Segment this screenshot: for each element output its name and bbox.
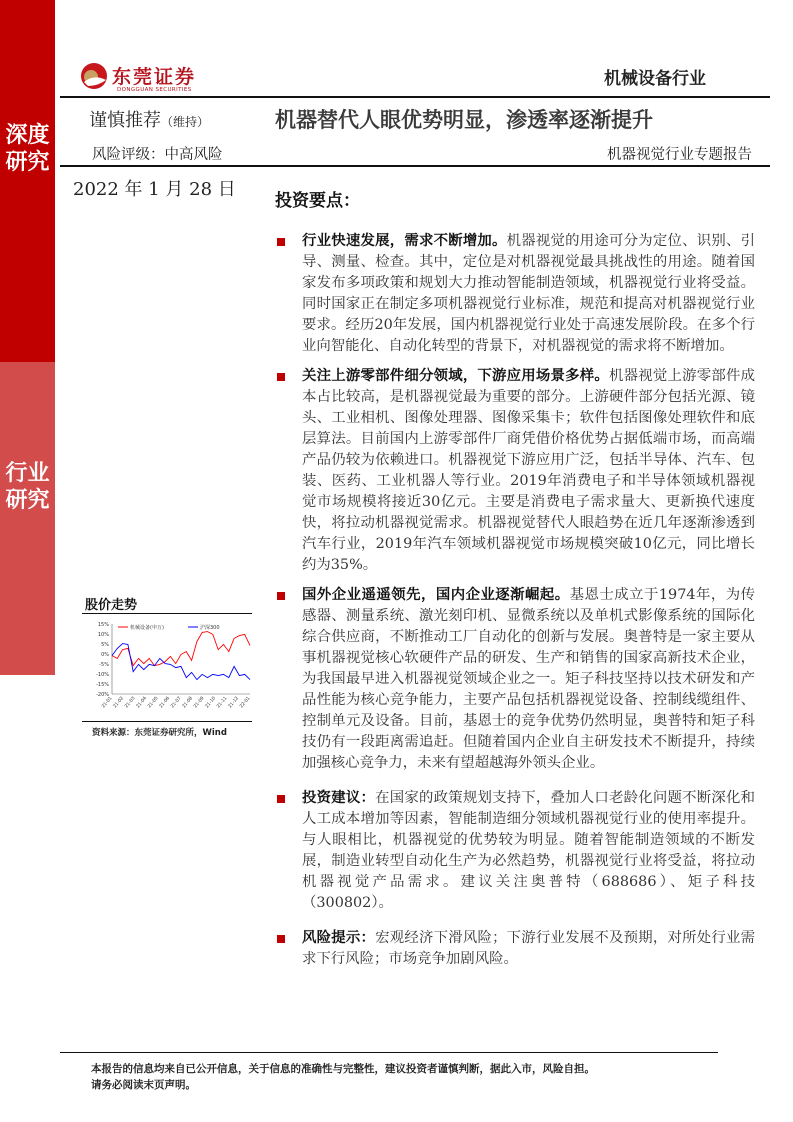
y-tick-label: -5% — [99, 662, 109, 668]
report-type: 机器视觉行业专题报告 — [607, 147, 752, 163]
bullet-icon — [277, 935, 285, 943]
page-title: 机器替代人眼优势明显，渗透率逐渐提升 — [275, 108, 653, 132]
bullet-icon — [277, 592, 285, 600]
footer-rule — [60, 1052, 718, 1053]
sidebar-top-label: 深度研究 — [5, 123, 50, 175]
point-body: 在国家的政策规划支持下，叠加人口老龄化问题不断深化和人工成本增加等因素，智能制造细分领域机器视觉行业的使用率提升。与人眼相比，机器视觉的优势较为明显。随着智能制造领域的不断发展，制造业转型自动化生产为必然趋势，机器视觉行业将受益，将拉动机器视觉产品需求。建议关注奥普特（688686）、矩子科技（300802）。 — [302, 790, 755, 911]
x-tick-label: 21-10 — [204, 696, 218, 710]
y-tick-label: 5% — [101, 642, 109, 648]
company-logo — [80, 62, 108, 94]
point-body: 机器视觉上游零部件成本占比较高，是机器视觉最为重要的部分。上游硬件部分包括光源、镜头、工业相机、图像处理器、图像采集卡；软件包括图像处理软件和底层算法。目前国内上游零部件厂商凭借价格优势占据低端市场，而高端产品仍较为依赖进口。机器视觉下游应用广泛，包括半导体、汽车、包装、医药、工业机器人等行业。2019年消费电子和半导体领域机器视觉市场规模将接近30亿元。主要是消费电子需求量大、更新换代速度快，将拉动机器视觉需求。机器视觉替代人眼趋势在近几年逐渐渗透到汽车行业，2019年汽车领域机器视觉市场规模突破10亿元，同比增长约为35%。 — [302, 368, 755, 573]
key-points — [277, 231, 755, 979]
series-line — [112, 632, 250, 666]
x-tick-label: 21-03 — [124, 696, 137, 710]
x-tick-label: 21-07 — [170, 696, 183, 710]
chart-source: 资料来源：东莞证券研究所，Wind — [92, 728, 227, 738]
point-text — [302, 788, 755, 914]
logo-cn: 东莞证券 — [112, 66, 197, 88]
point-head: 行业快速发展，需求不断增加。 — [302, 233, 507, 249]
point-4 — [277, 788, 755, 914]
y-tick-label: -10% — [96, 672, 109, 678]
x-tick-label: 21-12 — [227, 696, 241, 710]
x-tick-label: 21-01 — [101, 696, 114, 710]
bullet-icon — [277, 795, 285, 803]
point-body: 宏观经济下滑风险；下游行业发展不及预期，对所处行业需求下行风险；市场竞争加剧风险。 — [302, 930, 755, 967]
point-2 — [277, 366, 755, 576]
point-text — [302, 231, 755, 357]
chart-title: 股价走势 — [85, 598, 138, 613]
y-tick-label: -20% — [96, 692, 109, 698]
logo-en: DONGGUAN SECURITIES — [117, 87, 192, 93]
point-head: 投资建议： — [302, 790, 376, 806]
point-head: 国外企业遥遥领先，国内企业逐渐崛起。 — [302, 587, 570, 603]
point-5 — [277, 928, 755, 970]
price-chart — [82, 616, 254, 716]
point-body: 基恩士成立于1974年，为传感器、测量系统、激光刻印机、显微系统以及单机式影像系统的国际化综合供应商，不断推动工厂自动化的创新与发展。奥普特是一家主要从事机器视觉核心软硬件产品的研发、生产和销售的国家高新技术企业，为我国最早进入机器视觉领域企业之一。矩子科技坚持以技术研发和产品性能为核心竞争能力，主要产品包括机器视觉设备、控制线缆组件、控制单元及设备。目前，基恩士的竞争优势仍然明显，奥普特和矩子科技仍有一段距离需追赶。但随着国内企业自主研发技术不断提升，持续加强核心竞争力，未来有望超越海外领头企业。 — [302, 587, 755, 771]
header-rule — [60, 96, 770, 98]
bullet-icon — [277, 238, 285, 246]
legend-label: 沪深300 — [200, 625, 220, 631]
rating-note: （维持） — [161, 115, 210, 129]
chart-source-rule — [82, 721, 252, 722]
rating-value: 谨慎推荐 — [89, 110, 161, 131]
sidebar-industry-research — [0, 362, 55, 675]
point-head: 风险提示： — [302, 930, 376, 946]
point-text — [302, 585, 755, 774]
x-tick-label: 22-01 — [239, 696, 252, 710]
legend-label: 机械设备(申万) — [130, 625, 164, 631]
series-line — [112, 644, 250, 680]
x-tick-label: 21-11 — [216, 696, 229, 710]
x-tick-label: 21-02 — [112, 696, 126, 710]
point-body: 机器视觉的用途可分为定位、识别、引导、测量、检查。其中，定位是对机器视觉最具挑战性的用途。随着国家发布多项政策和规划大力推动智能制造领域，机器视觉行业将受益。同时国家正在制定多项机器视觉行业标准，规范和提高对机器视觉行业要求。经历20年发展，国内机器视觉行业处于高速发展阶段。在多个行业向智能化、自动化转型的背景下，对机器视觉的需求将不断增加。 — [302, 233, 755, 354]
chart-title-rule — [82, 613, 252, 614]
risk-rating: 风险评级：中高风险 — [92, 147, 223, 163]
x-tick-label: 21-08 — [181, 696, 195, 710]
logo-icon — [80, 62, 108, 90]
y-tick-label: -15% — [96, 682, 109, 688]
bullet-icon — [277, 373, 285, 381]
footer-disclaimer: 本报告的信息均来自已公开信息，关于信息的准确性与完整性，建议投资者谨慎判断，据此入市，风险自担。 — [91, 1063, 595, 1075]
y-tick-label: 15% — [97, 622, 109, 628]
point-3 — [277, 585, 755, 774]
footer-notice: 请务必阅读末页声明。 — [91, 1079, 196, 1091]
point-1 — [277, 231, 755, 357]
x-tick-label: 21-09 — [193, 696, 206, 710]
point-text — [302, 366, 755, 576]
header-rule-2 — [60, 165, 770, 167]
y-tick-label: 10% — [97, 632, 109, 638]
x-tick-label: 21-06 — [158, 696, 172, 710]
sidebar-bottom-label: 行业研究 — [5, 461, 50, 513]
x-tick-label: 21-04 — [135, 696, 149, 710]
industry-label: 机械设备行业 — [604, 69, 706, 89]
x-tick-label: 21-05 — [147, 696, 160, 710]
section-title: 投资要点： — [275, 191, 360, 211]
point-head: 关注上游零部件细分领域，下游应用场景多样。 — [302, 368, 610, 384]
point-text — [302, 928, 755, 970]
y-tick-label: 0% — [101, 652, 109, 658]
rating — [89, 106, 209, 132]
report-date: 2022 年 1 月 28 日 — [73, 179, 236, 200]
sidebar-deep-research — [0, 0, 55, 362]
